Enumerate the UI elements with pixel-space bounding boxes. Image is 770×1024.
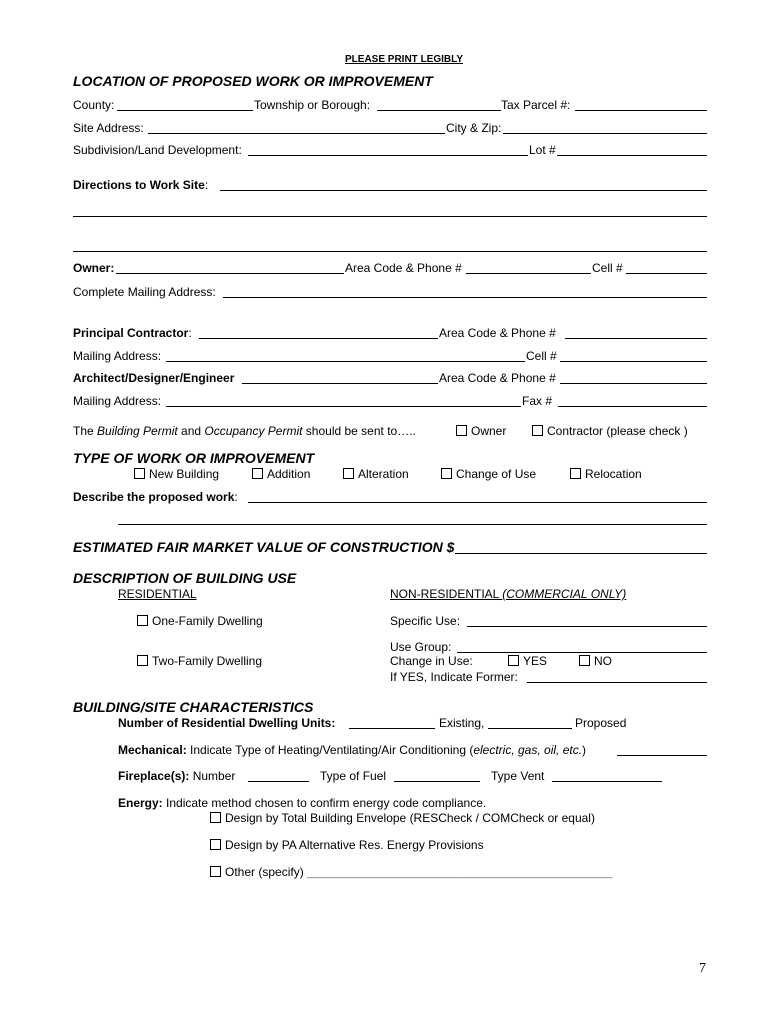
specific-use-field[interactable] bbox=[467, 626, 707, 627]
work-alteration-checkbox[interactable]: Alteration bbox=[343, 467, 409, 481]
two-family-checkbox[interactable]: Two-Family Dwelling bbox=[137, 654, 262, 668]
checkbox-icon bbox=[252, 468, 263, 479]
checkbox-icon bbox=[456, 425, 467, 436]
checkbox-icon bbox=[137, 615, 148, 626]
if-yes-former-label: If YES, Indicate Former: bbox=[390, 670, 518, 684]
vent-type-label: Type Vent bbox=[491, 769, 545, 783]
energy-label: Energy: Indicate method chosen to confirm energy code compliance. bbox=[118, 796, 487, 810]
site-characteristics-heading: BUILDING/SITE CHARACTERISTICS bbox=[73, 699, 314, 715]
send-to-contractor-checkbox[interactable]: Contractor (please check ) bbox=[532, 424, 688, 438]
work-change-of-use-checkbox[interactable]: Change of Use bbox=[441, 467, 536, 481]
directions-label: Directions to Work Site: bbox=[73, 178, 209, 192]
existing-label: Existing, bbox=[439, 716, 485, 730]
contractor-phone-label: Area Code & Phone # bbox=[439, 326, 556, 340]
contractor-mailing-field[interactable] bbox=[166, 361, 525, 362]
directions-field-1[interactable] bbox=[220, 190, 707, 191]
change-in-use-yes-checkbox[interactable]: YES bbox=[508, 654, 547, 668]
county-field[interactable] bbox=[117, 110, 253, 111]
subdivision-label: Subdivision/Land Development: bbox=[73, 143, 242, 157]
work-addition-checkbox[interactable]: Addition bbox=[252, 467, 310, 481]
owner-phone-field[interactable] bbox=[466, 273, 591, 274]
energy-other-checkbox[interactable]: Other (specify) _____________________________________________________________ bbox=[210, 865, 612, 880]
architect-phone-field[interactable] bbox=[560, 383, 707, 384]
lot-label: Lot # bbox=[529, 143, 556, 157]
energy-pa-alternative-checkbox[interactable]: Design by PA Alternative Res. Energy Provisions bbox=[210, 838, 484, 852]
checkbox-icon bbox=[508, 655, 519, 666]
location-heading: LOCATION OF PROPOSED WORK OR IMPROVEMENT bbox=[73, 73, 433, 89]
one-family-checkbox[interactable]: One-Family Dwelling bbox=[137, 614, 263, 628]
city-zip-label: City & Zip: bbox=[446, 121, 502, 135]
existing-units-field[interactable] bbox=[349, 728, 435, 729]
contractor-mailing-label: Mailing Address: bbox=[73, 349, 162, 363]
architect-fax-label: Fax # bbox=[522, 394, 553, 408]
use-group-label: Use Group: bbox=[390, 640, 452, 654]
owner-field[interactable] bbox=[116, 273, 344, 274]
proposed-units-field[interactable] bbox=[488, 728, 572, 729]
tax-parcel-field[interactable] bbox=[575, 110, 707, 111]
describe-work-label: Describe the proposed work: bbox=[73, 490, 238, 504]
owner-phone-label: Area Code & Phone # bbox=[345, 261, 462, 275]
owner-mailing-field[interactable] bbox=[223, 297, 707, 298]
site-address-label: Site Address: bbox=[73, 121, 144, 135]
use-group-field[interactable] bbox=[457, 652, 707, 653]
checkbox-icon bbox=[441, 468, 452, 479]
send-to-owner-checkbox[interactable]: Owner bbox=[456, 424, 506, 438]
checkbox-icon bbox=[134, 468, 145, 479]
page-number: 7 bbox=[699, 961, 706, 976]
directions-field-3[interactable] bbox=[73, 251, 707, 252]
fireplace-label: Fireplace(s): Number bbox=[118, 769, 236, 783]
site-address-field[interactable] bbox=[148, 133, 445, 134]
mechanical-label: Mechanical: Indicate Type of Heating/Ventilating/Air Conditioning (electric, gas, oil, etc.) bbox=[118, 743, 587, 757]
residential-header: RESIDENTIAL bbox=[118, 587, 197, 601]
city-zip-field[interactable] bbox=[503, 133, 707, 134]
checkbox-icon bbox=[137, 655, 148, 666]
print-legibly-note: PLEASE PRINT LEGIBLY bbox=[345, 54, 463, 65]
checkbox-icon bbox=[210, 812, 221, 823]
type-of-work-heading: TYPE OF WORK OR IMPROVEMENT bbox=[73, 450, 315, 466]
owner-mailing-label: Complete Mailing Address: bbox=[73, 285, 216, 299]
checkbox-icon bbox=[532, 425, 543, 436]
fair-market-value-heading: ESTIMATED FAIR MARKET VALUE OF CONSTRUCTION $ bbox=[73, 539, 455, 555]
non-residential-header: NON-RESIDENTIAL (COMMERCIAL ONLY) bbox=[390, 587, 627, 601]
change-in-use-no-checkbox[interactable]: NO bbox=[579, 654, 612, 668]
township-label: Township or Borough: bbox=[254, 98, 371, 112]
describe-work-field-1[interactable] bbox=[248, 502, 707, 503]
describe-work-field-2[interactable] bbox=[118, 524, 707, 525]
architect-mailing-label: Mailing Address: bbox=[73, 394, 162, 408]
vent-type-field[interactable] bbox=[552, 781, 662, 782]
work-relocation-checkbox[interactable]: Relocation bbox=[570, 467, 642, 481]
energy-other-field[interactable]: _____________________________________________________________ bbox=[307, 868, 613, 878]
specific-use-label: Specific Use: bbox=[390, 614, 461, 628]
architect-phone-label: Area Code & Phone # bbox=[439, 371, 556, 385]
fuel-type-field[interactable] bbox=[394, 781, 480, 782]
owner-cell-field[interactable] bbox=[626, 273, 707, 274]
energy-rescheck-checkbox[interactable]: Design by Total Building Envelope (RESCheck / COMCheck or equal) bbox=[210, 811, 595, 825]
checkbox-icon bbox=[210, 839, 221, 850]
fireplace-number-field[interactable] bbox=[248, 781, 309, 782]
directions-field-2[interactable] bbox=[73, 216, 707, 217]
architect-field[interactable] bbox=[242, 383, 438, 384]
lot-field[interactable] bbox=[557, 155, 707, 156]
proposed-label: Proposed bbox=[575, 716, 627, 730]
architect-label: Architect/Designer/Engineer bbox=[73, 371, 235, 385]
contractor-cell-field[interactable] bbox=[560, 361, 707, 362]
change-in-use-label: Change in Use: bbox=[390, 654, 473, 668]
checkbox-icon bbox=[343, 468, 354, 479]
checkbox-icon bbox=[210, 866, 221, 877]
subdivision-field[interactable] bbox=[248, 155, 528, 156]
county-label: County: bbox=[73, 98, 115, 112]
work-new-building-checkbox[interactable]: New Building bbox=[134, 467, 219, 481]
mechanical-field[interactable] bbox=[617, 755, 707, 756]
principal-contractor-label: Principal Contractor: bbox=[73, 326, 192, 340]
township-field[interactable] bbox=[377, 110, 501, 111]
permit-sent-to-text: The Building Permit and Occupancy Permit should be sent to….. bbox=[73, 424, 416, 438]
fuel-type-label: Type of Fuel bbox=[320, 769, 387, 783]
tax-parcel-label: Tax Parcel #: bbox=[501, 98, 571, 112]
checkbox-icon bbox=[579, 655, 590, 666]
fair-market-value-field[interactable] bbox=[455, 553, 707, 554]
architect-mailing-field[interactable] bbox=[166, 406, 521, 407]
owner-cell-label: Cell # bbox=[592, 261, 623, 275]
principal-contractor-field[interactable] bbox=[199, 338, 438, 339]
checkbox-icon bbox=[570, 468, 581, 479]
if-yes-former-field[interactable] bbox=[527, 682, 707, 683]
owner-label: Owner: bbox=[73, 261, 115, 275]
architect-fax-field[interactable] bbox=[558, 406, 707, 407]
contractor-cell-label: Cell # bbox=[526, 349, 557, 363]
building-use-heading: DESCRIPTION OF BUILDING USE bbox=[73, 570, 297, 586]
dwelling-units-label: Number of Residential Dwelling Units: bbox=[118, 716, 336, 730]
contractor-phone-field[interactable] bbox=[565, 338, 707, 339]
